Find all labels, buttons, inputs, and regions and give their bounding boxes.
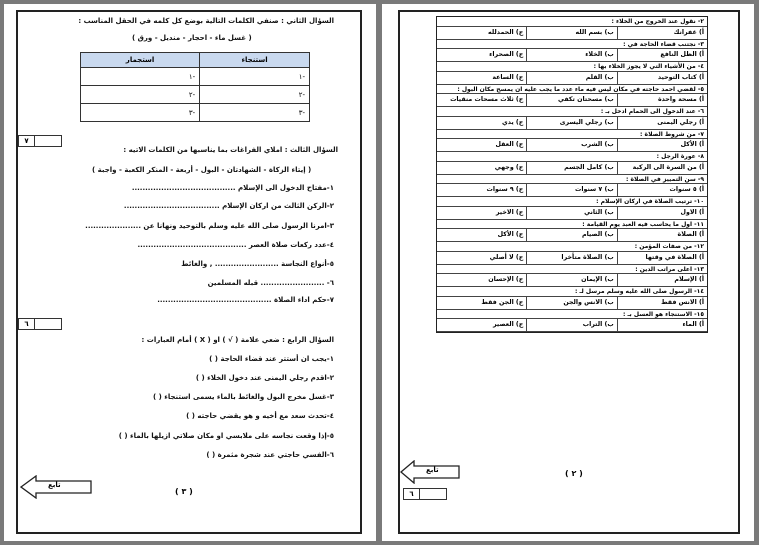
table-row bbox=[81, 68, 310, 86]
option-cell: ج) العقل bbox=[495, 141, 524, 148]
option-cell: ج) الاخير bbox=[495, 208, 524, 216]
q3-item-7: ٧-حكم اداء الصلاة ........................................... bbox=[157, 296, 334, 304]
option-cell: ج) وجهي bbox=[494, 163, 524, 171]
option-cell: ب) الانس والجن bbox=[526, 297, 616, 309]
option-cell: أ) الانس فقط bbox=[617, 297, 707, 309]
option-cell: ج) لا أصلي bbox=[489, 253, 524, 261]
option-cell: ج) الحمدلله bbox=[488, 28, 524, 36]
option-cell: ب) التراب bbox=[526, 319, 616, 331]
q4-item-4: ٤-تحدث سعد مع أخيه و هو يقضي حاجته ( ) bbox=[186, 412, 334, 420]
q4-item-3: ٣-غسل مخرج البول والغائط بالماء يسمى استنجاء ( ) bbox=[152, 393, 334, 401]
options-row bbox=[437, 72, 707, 85]
option-cell: ب) بسم الله bbox=[526, 27, 616, 39]
table-cell: -٣ bbox=[81, 104, 200, 122]
options-row bbox=[437, 229, 707, 242]
options-row bbox=[437, 162, 707, 175]
q4-item-2: ٢-اقدم رجلي اليمنى عند دخول الخلاء ( ) bbox=[195, 374, 334, 382]
question-text: ٩- سن التمييز في الصلاة : bbox=[437, 175, 707, 185]
q2-title: السؤال الثاني : صنفي الكلمات التالية بوضع كل كلمه في الحقل المناسب : bbox=[78, 17, 334, 25]
question-text: ٣- نجتنب قضاء الحاجة في : bbox=[437, 40, 707, 50]
next-label: تابع bbox=[426, 466, 439, 474]
option-cell: أ) الأكل bbox=[617, 139, 707, 151]
options-row bbox=[437, 94, 707, 107]
option-cell: أ) الصلاة bbox=[617, 229, 707, 241]
question-text: ١٢- من صفات المؤمن : bbox=[437, 242, 707, 252]
question-text: ٧- من شروط الصلاة : bbox=[437, 130, 707, 140]
q4-item-1: ١-يجب ان أستتر عند قضاء الحاجة ( ) bbox=[209, 355, 334, 363]
options-row bbox=[437, 139, 707, 152]
mcq-table bbox=[436, 16, 708, 333]
option-cell: أ) الاول bbox=[617, 207, 707, 219]
question-text: ١٠- ترتيب الصلاة في اركان الإسلام : bbox=[437, 197, 707, 207]
option-cell: ب) الصيام bbox=[526, 229, 616, 241]
score-box-6-right bbox=[403, 488, 447, 500]
page-number: ( ٣ ) bbox=[175, 487, 193, 496]
options-row bbox=[437, 27, 707, 40]
table-row bbox=[81, 86, 310, 104]
page-number: ( ٢ ) bbox=[565, 469, 583, 478]
options-row bbox=[437, 252, 707, 265]
option-cell: ب) ٧ سنوات bbox=[526, 184, 616, 196]
question-text: ٤- من الأشياء التي لا يجوز الخلاء بها : bbox=[437, 62, 707, 72]
option-cell: أ) الإسلام bbox=[617, 274, 707, 286]
question-text: ٦- عند الدخول الى الحمام ادخل بـ : bbox=[437, 107, 707, 117]
option-cell: أ) مسحة واحدة bbox=[617, 94, 707, 106]
next-arrow-left-page[interactable] bbox=[20, 475, 92, 503]
option-cell: ب) الثاني bbox=[526, 207, 616, 219]
question-text: ١٥- الاستنجاء هو الغسل بـ : bbox=[437, 310, 707, 320]
option-cell: ب) رجلي اليسرى bbox=[526, 117, 616, 129]
options-row bbox=[437, 117, 707, 130]
option-cell: ب) كامل الجسم bbox=[526, 162, 616, 174]
score-value: ٧ bbox=[19, 136, 35, 146]
options-row bbox=[437, 49, 707, 62]
option-cell: ج) الجن فقط bbox=[481, 298, 524, 306]
option-cell: أ) الظل النافع bbox=[617, 49, 707, 61]
option-cell: أ) الصلاة في وقتها bbox=[617, 252, 707, 264]
option-cell: أ) غفرانك bbox=[617, 27, 707, 39]
option-cell: أ) ٥ سنوات bbox=[617, 184, 707, 196]
option-cell: أ) كتاب التوحيد bbox=[617, 72, 707, 84]
score-box-6 bbox=[18, 318, 62, 330]
option-cell: ج) الإحسان bbox=[488, 276, 524, 283]
table-cell: -١ bbox=[81, 68, 200, 86]
q3-words: ( إيتاء الزكاة - الشهادتان - البول - أربعة - المنكر الكعبة - واجبة ) bbox=[92, 166, 312, 174]
option-cell: ب) الخلاء bbox=[526, 49, 616, 61]
next-label: تابع bbox=[48, 481, 61, 489]
option-cell: ب) الشرب bbox=[526, 139, 616, 151]
question-text: ٥- لقضي احمد حاجته في مكان ليس فيه ماء عدد ما يجب عليه ان يمسح مكان البول : bbox=[437, 85, 707, 95]
question-text: ٨- عورة الرجل : bbox=[437, 152, 707, 162]
q4-title: السؤال الرابع : ضعي علامة ( √ ) او ( X ) أمام العبارات : bbox=[141, 336, 334, 344]
q3-title: السؤال الثالث : املاي الفراغات بما يناسبها من الكلمات الاتيه : bbox=[123, 146, 338, 154]
table-cell: -٢ bbox=[81, 86, 200, 104]
question-text: ١٣- اعلى مراتب الدين : bbox=[437, 265, 707, 275]
q4-item-5: ٥-إذا وقعت نجاسه على ملابسي او مكان صلاتي ازيلها بالماء ( ) bbox=[118, 432, 334, 440]
header-istinja: استنجاء bbox=[200, 53, 310, 68]
option-cell: ج) الصحراء bbox=[489, 51, 524, 58]
options-row bbox=[437, 319, 707, 332]
options-row bbox=[437, 207, 707, 220]
q3-item-4: ٤-عدد ركعات صلاة العصر ......................................... bbox=[137, 241, 334, 249]
score-box-7 bbox=[18, 135, 62, 147]
option-cell: ج) يدي bbox=[501, 118, 524, 126]
options-row bbox=[437, 184, 707, 197]
score-value: ٦ bbox=[404, 489, 420, 499]
q3-item-3: ٣-امرنا الرسول صلى الله عليه وسلم بالتوحيد ونهانا عن ..................... bbox=[85, 222, 334, 230]
options-row bbox=[437, 297, 707, 310]
q4-item-6: ٦-الفسي حاجتي عند شجرة مثمرة ( ) bbox=[206, 451, 334, 459]
option-cell: ج) ٩ سنوات bbox=[486, 186, 524, 193]
score-value: ٦ bbox=[19, 319, 35, 329]
option-cell: ب) مسحتان تكفي bbox=[526, 94, 616, 106]
question-text: ١١- اول ما يحاسب فيه العبد يوم القيامة : bbox=[437, 220, 707, 230]
table-cell: -٣ bbox=[200, 104, 310, 122]
option-cell: ب) الإيمان bbox=[526, 274, 616, 286]
option-cell: أ) من السرة الى الركبة bbox=[617, 162, 707, 174]
option-cell: ج) الساعة bbox=[492, 73, 524, 81]
table-cell: -٢ bbox=[200, 86, 310, 104]
option-cell: ج) ثلاث مسحات منقيات bbox=[450, 96, 524, 103]
option-cell: ب) الصلاة متأخرا bbox=[526, 252, 616, 264]
table-cell: -١ bbox=[200, 68, 310, 86]
header-istijmar: استجمار bbox=[81, 53, 200, 68]
q3-item-2: ٢-الركن الثالث من اركان الإسلام .................................... bbox=[123, 202, 334, 210]
option-cell: أ) رجلي اليمنى bbox=[617, 117, 707, 129]
question-text: ١٤- الرسول صلى الله عليه وسلم مرسل لـ : bbox=[437, 287, 707, 297]
next-arrow-right-page[interactable] bbox=[400, 460, 460, 488]
option-cell: ج) الأكل bbox=[497, 231, 524, 238]
classification-table bbox=[80, 52, 310, 122]
options-row bbox=[437, 274, 707, 287]
q3-item-1: ١-مفتاح الدخول الى الإسلام ....................................... bbox=[131, 184, 334, 192]
question-text: ٢- نقول عند الخروج من الخلاء : bbox=[437, 17, 707, 27]
q3-item-5: ٥-أنواع النجاسة ........................ , والغائط bbox=[181, 260, 334, 268]
option-cell: ج) العصير bbox=[492, 321, 524, 328]
option-cell: أ) الماء bbox=[617, 319, 707, 331]
q3-item-6: ٦- ........................ قبله المسلمين bbox=[207, 279, 334, 287]
q2-words: ( غسل ماء - احجار - منديل - ورق ) bbox=[132, 34, 252, 42]
table-row bbox=[81, 104, 310, 122]
option-cell: ب) القلم bbox=[526, 72, 616, 84]
